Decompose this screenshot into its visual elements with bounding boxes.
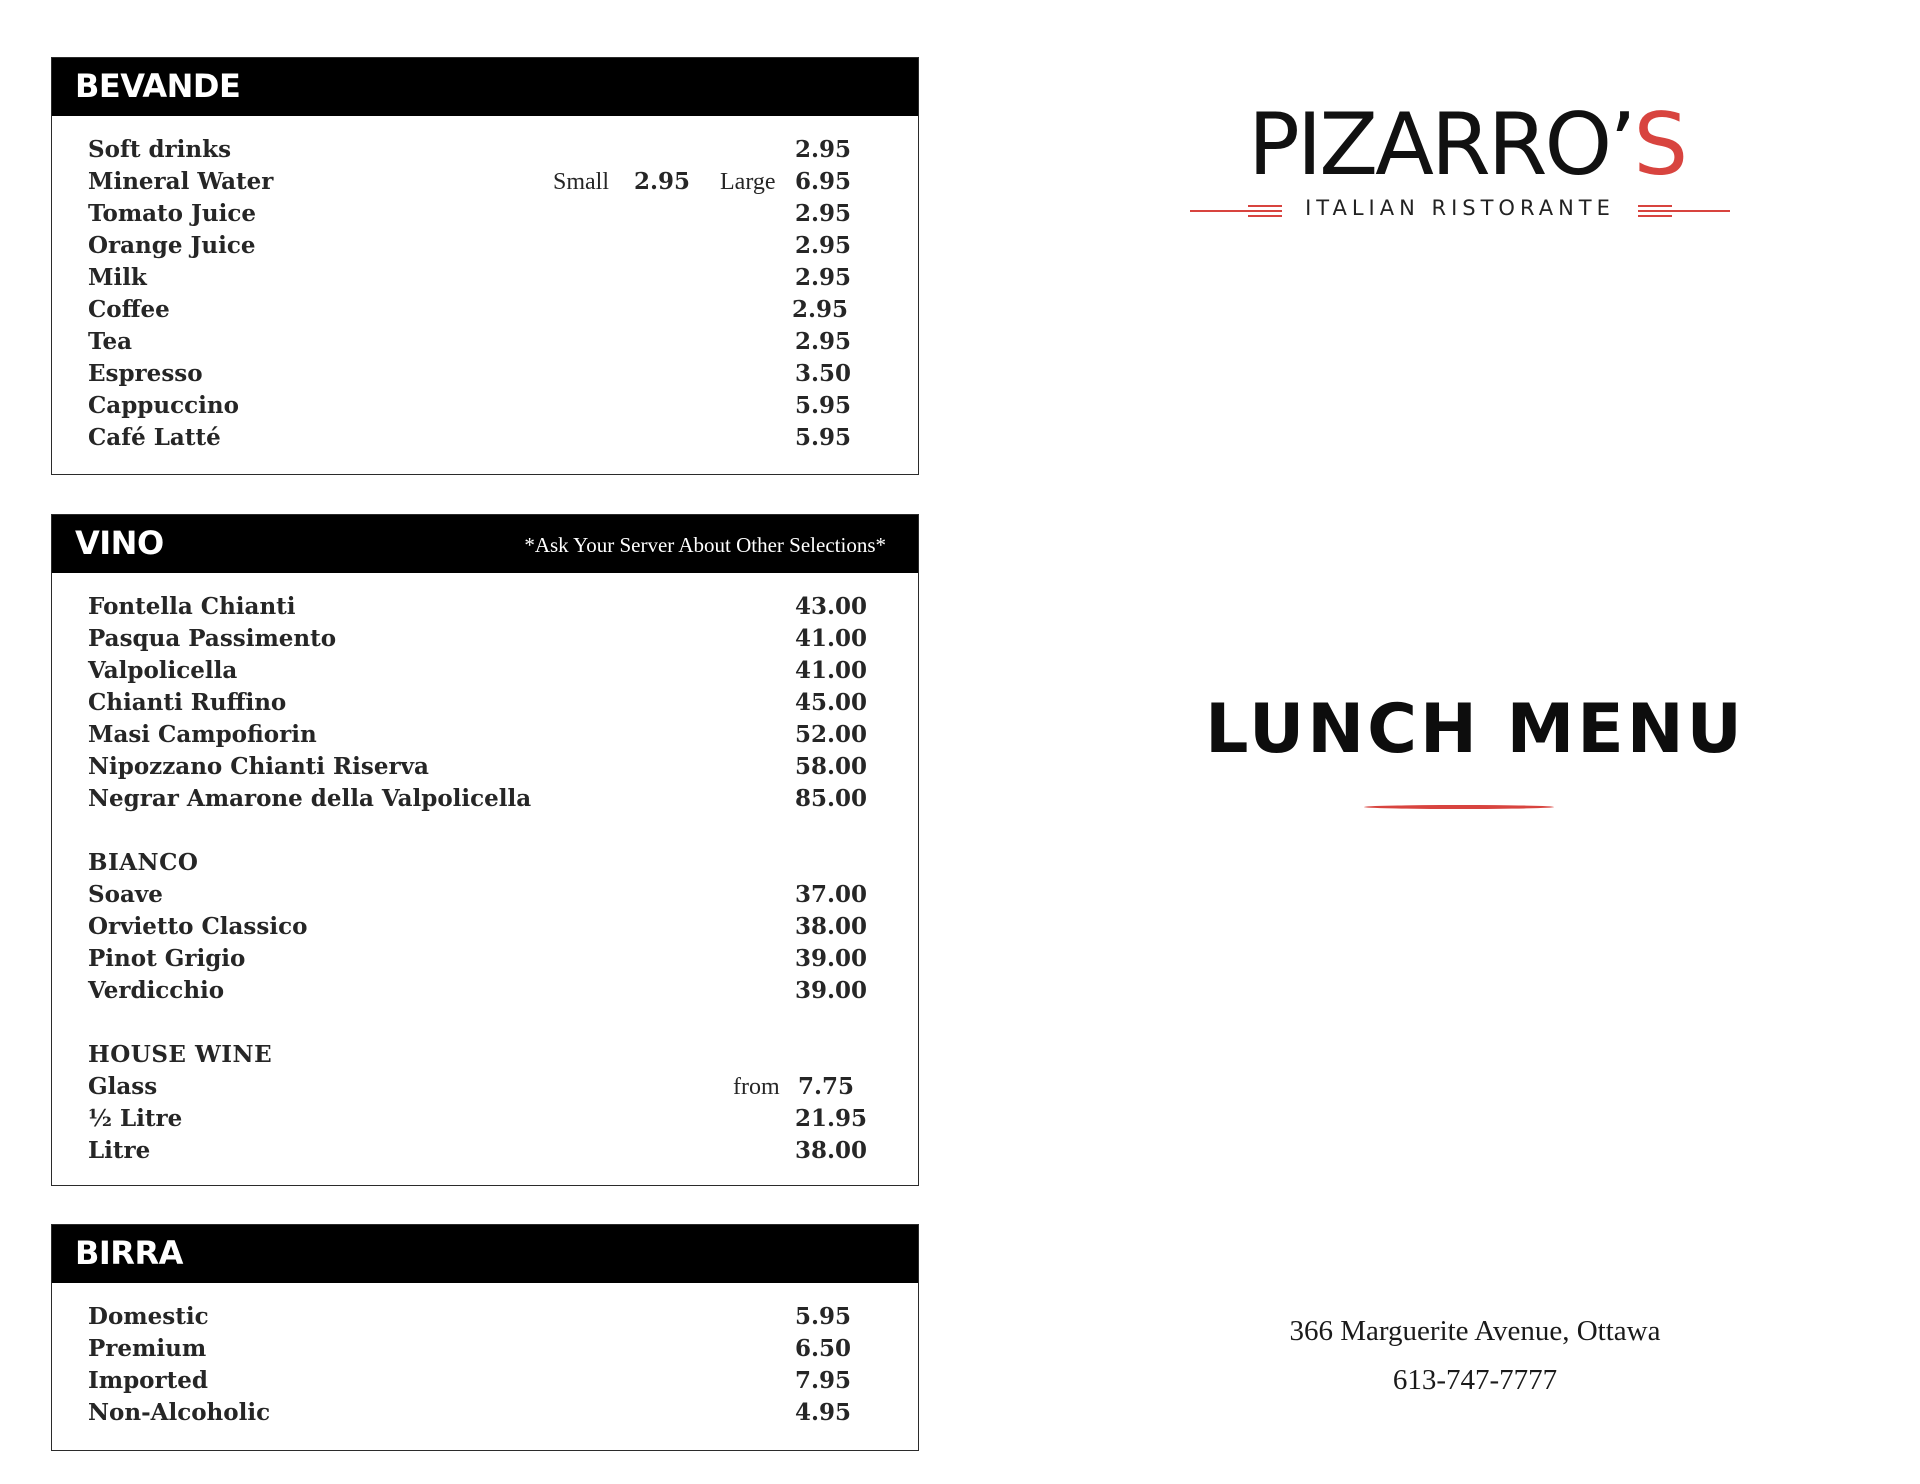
menu-item — [52, 623, 918, 655]
menu-item — [52, 1301, 918, 1333]
logo-tagline: ITALIAN RISTORANTE — [1305, 196, 1615, 220]
restaurant-address: 366 Marguerite Avenue, Ottawa — [1289, 1315, 1661, 1347]
item-name: Premium — [88, 1335, 207, 1362]
bevande-list — [52, 134, 918, 454]
birra-section — [51, 1224, 919, 1451]
item-price: 7.75 — [798, 1073, 855, 1100]
item-name: Cappuccino — [88, 392, 239, 419]
item-price: 38.00 — [795, 1137, 868, 1164]
item-price: 2.95 — [795, 200, 852, 227]
item-name: Milk — [88, 264, 147, 291]
item-name: Imported — [88, 1367, 208, 1394]
logo-rule-right — [1638, 205, 1730, 217]
menu-item — [52, 1365, 918, 1397]
item-name: Pasqua Passimento — [88, 625, 337, 652]
item-price: 5.95 — [795, 424, 852, 451]
item-price: 2.95 — [795, 232, 852, 259]
menu-item — [52, 1333, 918, 1365]
item-price: 39.00 — [795, 945, 868, 972]
menu-item — [52, 390, 918, 422]
item-price: 45.00 — [795, 689, 868, 716]
menu-item — [52, 751, 918, 783]
vino-section — [51, 514, 919, 1186]
item-price: 37.00 — [795, 881, 868, 908]
birra-list — [52, 1301, 918, 1429]
item-name: Orvietto Classico — [88, 913, 308, 940]
item-price: 43.00 — [795, 593, 868, 620]
item-name: Chianti Ruffino — [88, 689, 287, 716]
item-price: 21.95 — [795, 1105, 868, 1132]
menu-item — [52, 198, 918, 230]
item-price: 6.50 — [795, 1335, 852, 1362]
item-name: Mineral Water — [88, 168, 274, 195]
item-price: 2.95 — [792, 296, 849, 323]
item-name: Tea — [88, 328, 133, 355]
subsection-heading — [52, 1039, 918, 1071]
menu-item — [52, 1397, 918, 1429]
item-name: Nipozzano Chianti Riserva — [88, 753, 429, 780]
item-price: 52.00 — [795, 721, 868, 748]
menu-item — [52, 1103, 918, 1135]
menu-item — [52, 294, 918, 326]
large-label: Large — [720, 169, 776, 195]
restaurant-phone: 613-747-7777 — [1392, 1364, 1558, 1396]
item-price: 58.00 — [795, 753, 868, 780]
logo-name: PIZARRO’ — [1248, 95, 1634, 195]
menu-item — [52, 687, 918, 719]
item-name: Litre — [88, 1137, 151, 1164]
item-name: Soave — [88, 881, 163, 908]
item-name: Glass — [88, 1073, 158, 1100]
house-wine-heading: HOUSE WINE — [88, 1041, 273, 1068]
item-price: 2.95 — [795, 264, 852, 291]
menu-item — [52, 591, 918, 623]
menu-item — [52, 326, 918, 358]
birra-header — [52, 1225, 918, 1283]
menu-item — [52, 358, 918, 390]
vino-note: *Ask Your Server About Other Selections* — [524, 533, 886, 557]
item-name: Café Latté — [88, 424, 221, 451]
menu-item — [52, 422, 918, 454]
vino-list — [52, 591, 918, 1167]
item-price: 41.00 — [795, 625, 868, 652]
item-price: 5.95 — [795, 392, 852, 419]
item-price: 3.50 — [795, 360, 852, 387]
small-price: 2.95 — [634, 168, 691, 195]
item-name: Espresso — [88, 360, 203, 387]
item-price: 2.95 — [795, 328, 852, 355]
item-name: Non-Alcoholic — [88, 1399, 271, 1426]
vino-title: VINO — [75, 524, 164, 562]
menu-item — [52, 783, 918, 815]
item-price: 4.95 — [795, 1399, 852, 1426]
item-price: 38.00 — [795, 913, 868, 940]
menu-item — [52, 879, 918, 911]
bevande-header — [52, 58, 918, 116]
restaurant-logo — [1190, 95, 1730, 225]
menu-item — [52, 134, 918, 166]
item-price: 7.95 — [795, 1367, 852, 1394]
from-label: from — [733, 1074, 780, 1100]
bevande-section — [51, 57, 919, 475]
menu-item — [52, 655, 918, 687]
item-name: Pinot Grigio — [88, 945, 246, 972]
item-name: Verdicchio — [88, 977, 225, 1004]
subsection-heading — [52, 847, 918, 879]
lunch-menu-title: LUNCH MENU — [1205, 690, 1745, 769]
item-name: ½ Litre — [88, 1105, 183, 1132]
item-name: Fontella Chianti — [88, 593, 296, 620]
item-name: Domestic — [88, 1303, 209, 1330]
item-price: 6.95 — [795, 168, 852, 195]
logo-accent-letter: S — [1633, 95, 1686, 195]
item-name: Coffee — [88, 296, 170, 323]
menu-item — [52, 943, 918, 975]
menu-item — [52, 230, 918, 262]
menu-item — [52, 911, 918, 943]
item-price: 41.00 — [795, 657, 868, 684]
menu-item — [52, 262, 918, 294]
menu-item — [52, 1071, 918, 1103]
item-name: Valpolicella — [88, 657, 238, 684]
bianco-heading: BIANCO — [88, 849, 199, 876]
vino-header — [52, 515, 918, 573]
item-price: 85.00 — [795, 785, 868, 812]
item-name: Masi Campofiorin — [88, 721, 317, 748]
logo-wordmark — [1248, 95, 1685, 195]
menu-item — [52, 1135, 918, 1167]
item-name: Tomato Juice — [88, 200, 257, 227]
item-name: Orange Juice — [88, 232, 256, 259]
title-underline — [1364, 805, 1554, 809]
menu-item — [52, 719, 918, 751]
menu-item — [52, 166, 918, 198]
menu-item — [52, 975, 918, 1007]
item-name: Soft drinks — [88, 136, 232, 163]
item-price: 5.95 — [795, 1303, 852, 1330]
small-label: Small — [553, 169, 610, 195]
item-price: 39.00 — [795, 977, 868, 1004]
item-price: 2.95 — [795, 136, 852, 163]
bevande-title: BEVANDE — [75, 67, 241, 105]
item-name: Negrar Amarone della Valpolicella — [88, 785, 532, 812]
birra-title: BIRRA — [75, 1234, 183, 1272]
